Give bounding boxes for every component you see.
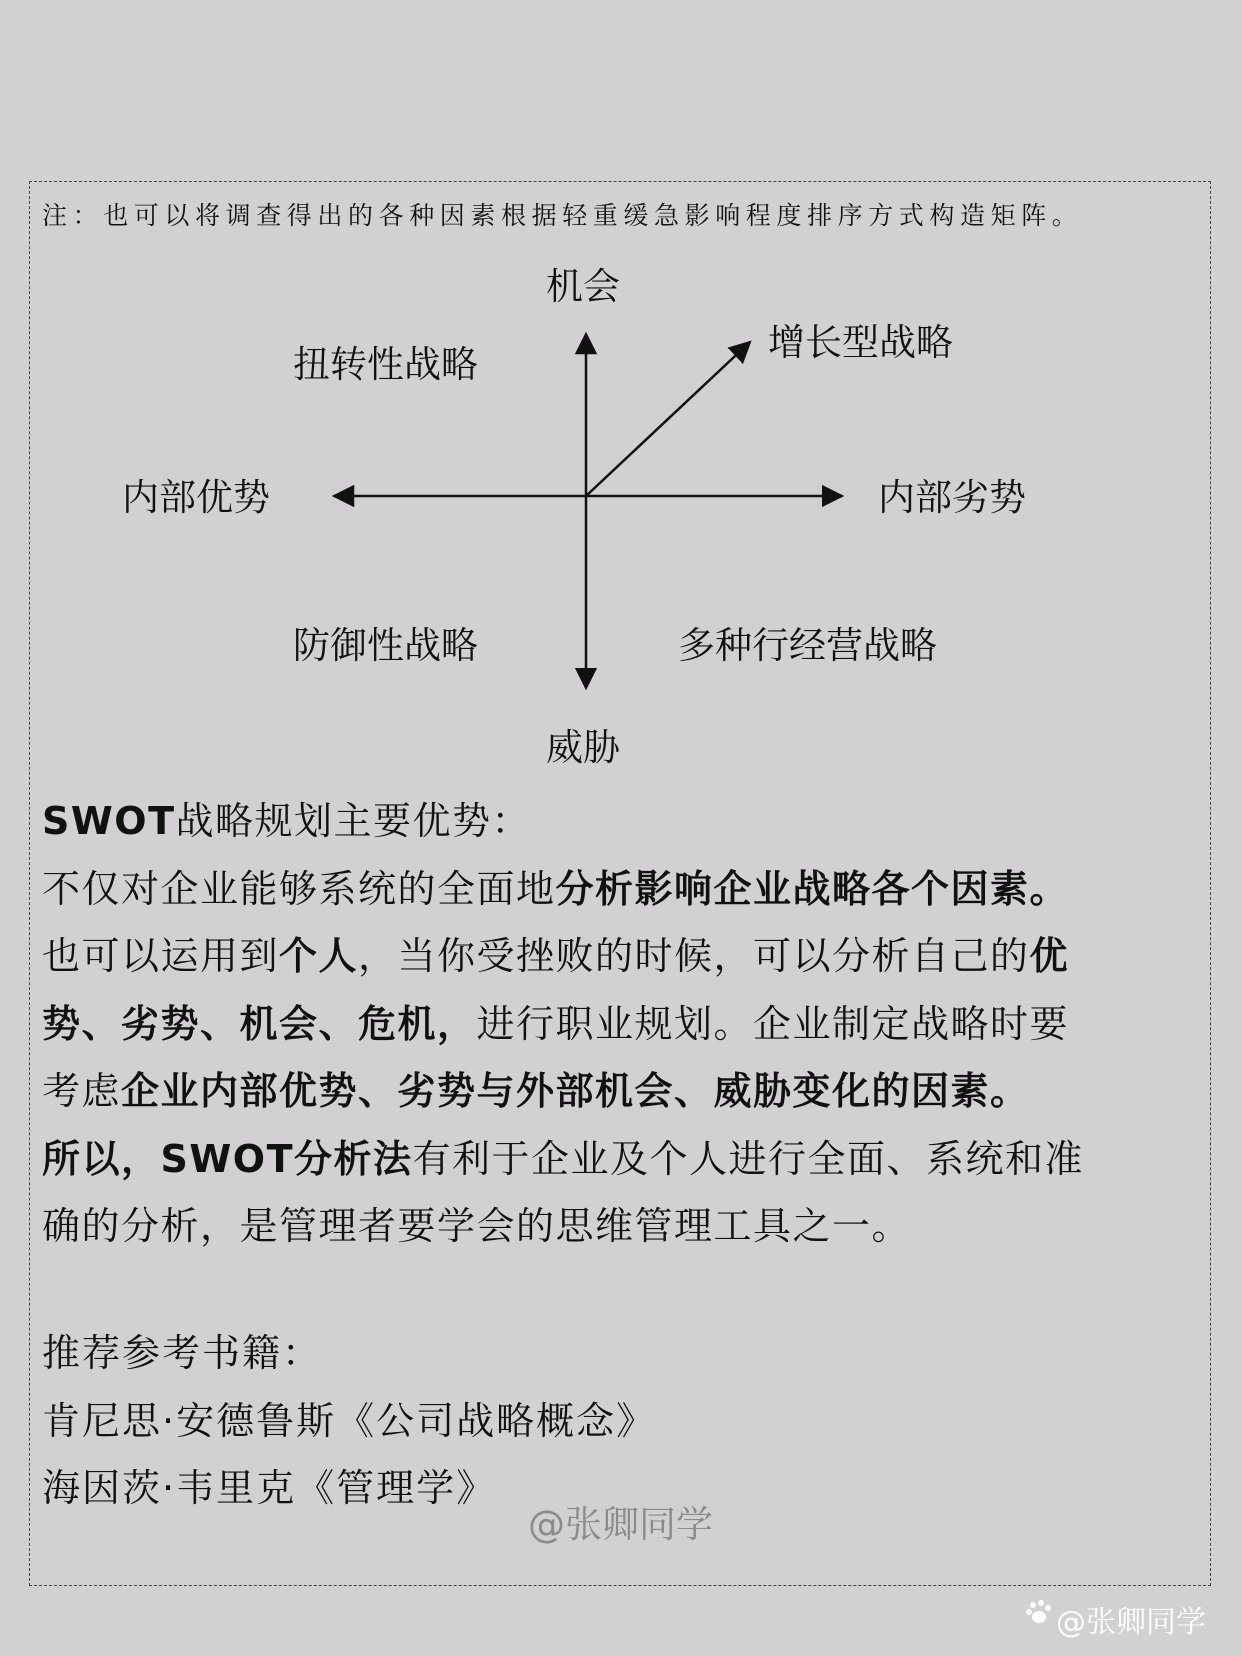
- body-line-4: 考虑企业内部优势、劣势与外部机会、威胁变化的因素。: [42, 1069, 1030, 1113]
- quadrant-diversified: 多种行经营战略: [678, 624, 937, 667]
- body-line-2: 也可以运用到个人，当你受挫败的时候，可以分析自己的优: [42, 934, 1070, 978]
- book-2: 海因茨·韦里克《管理学》: [42, 1466, 497, 1510]
- quadrant-growth: 增长型战略: [768, 321, 953, 364]
- watermark-center: @张卿同学: [528, 1503, 713, 1546]
- quadrant-defensive: 防御性战略: [293, 624, 478, 667]
- axes-svg: [0, 0, 1242, 780]
- paw-icon: [1025, 1598, 1053, 1626]
- axis-label-threat: 威胁: [546, 726, 620, 769]
- refs-title: 推荐参考书籍：: [42, 1331, 323, 1375]
- axis-label-weakness: 内部劣势: [878, 476, 1026, 519]
- body-line-1: 不仅对企业能够系统的全面地分析影响企业战略各个因素。: [42, 866, 1070, 911]
- body-line-3: 势、劣势、机会、危机，进行职业规划。企业制定战略时要: [42, 1001, 1070, 1046]
- quadrant-turnaround: 扭转性战略: [293, 343, 478, 386]
- body-line-5: 所以，SWOT分析法有利于企业及个人进行全面、系统和准: [42, 1136, 1085, 1181]
- axis-label-opportunity: 机会: [546, 265, 620, 308]
- advantages-heading: SWOT战略规划主要优势：: [42, 799, 532, 843]
- swot-advantages-text: [42, 788, 1212, 1261]
- axis-label-strength: 内部优势: [122, 476, 270, 519]
- growth-arrow: [586, 342, 750, 496]
- swot-diagram: [0, 0, 1242, 780]
- note-text: 注：也可以将调查得出的各种因素根据轻重缓急影响程度排序方式构造矩阵。: [42, 201, 1083, 230]
- book-1: 肯尼思·安德鲁斯《公司战略概念》: [42, 1398, 657, 1443]
- body-line-6: 确的分析，是管理者要学会的思维管理工具之一。: [42, 1204, 912, 1248]
- watermark-corner: @张卿同学: [1056, 1605, 1206, 1640]
- recommended-books: [42, 1320, 1192, 1523]
